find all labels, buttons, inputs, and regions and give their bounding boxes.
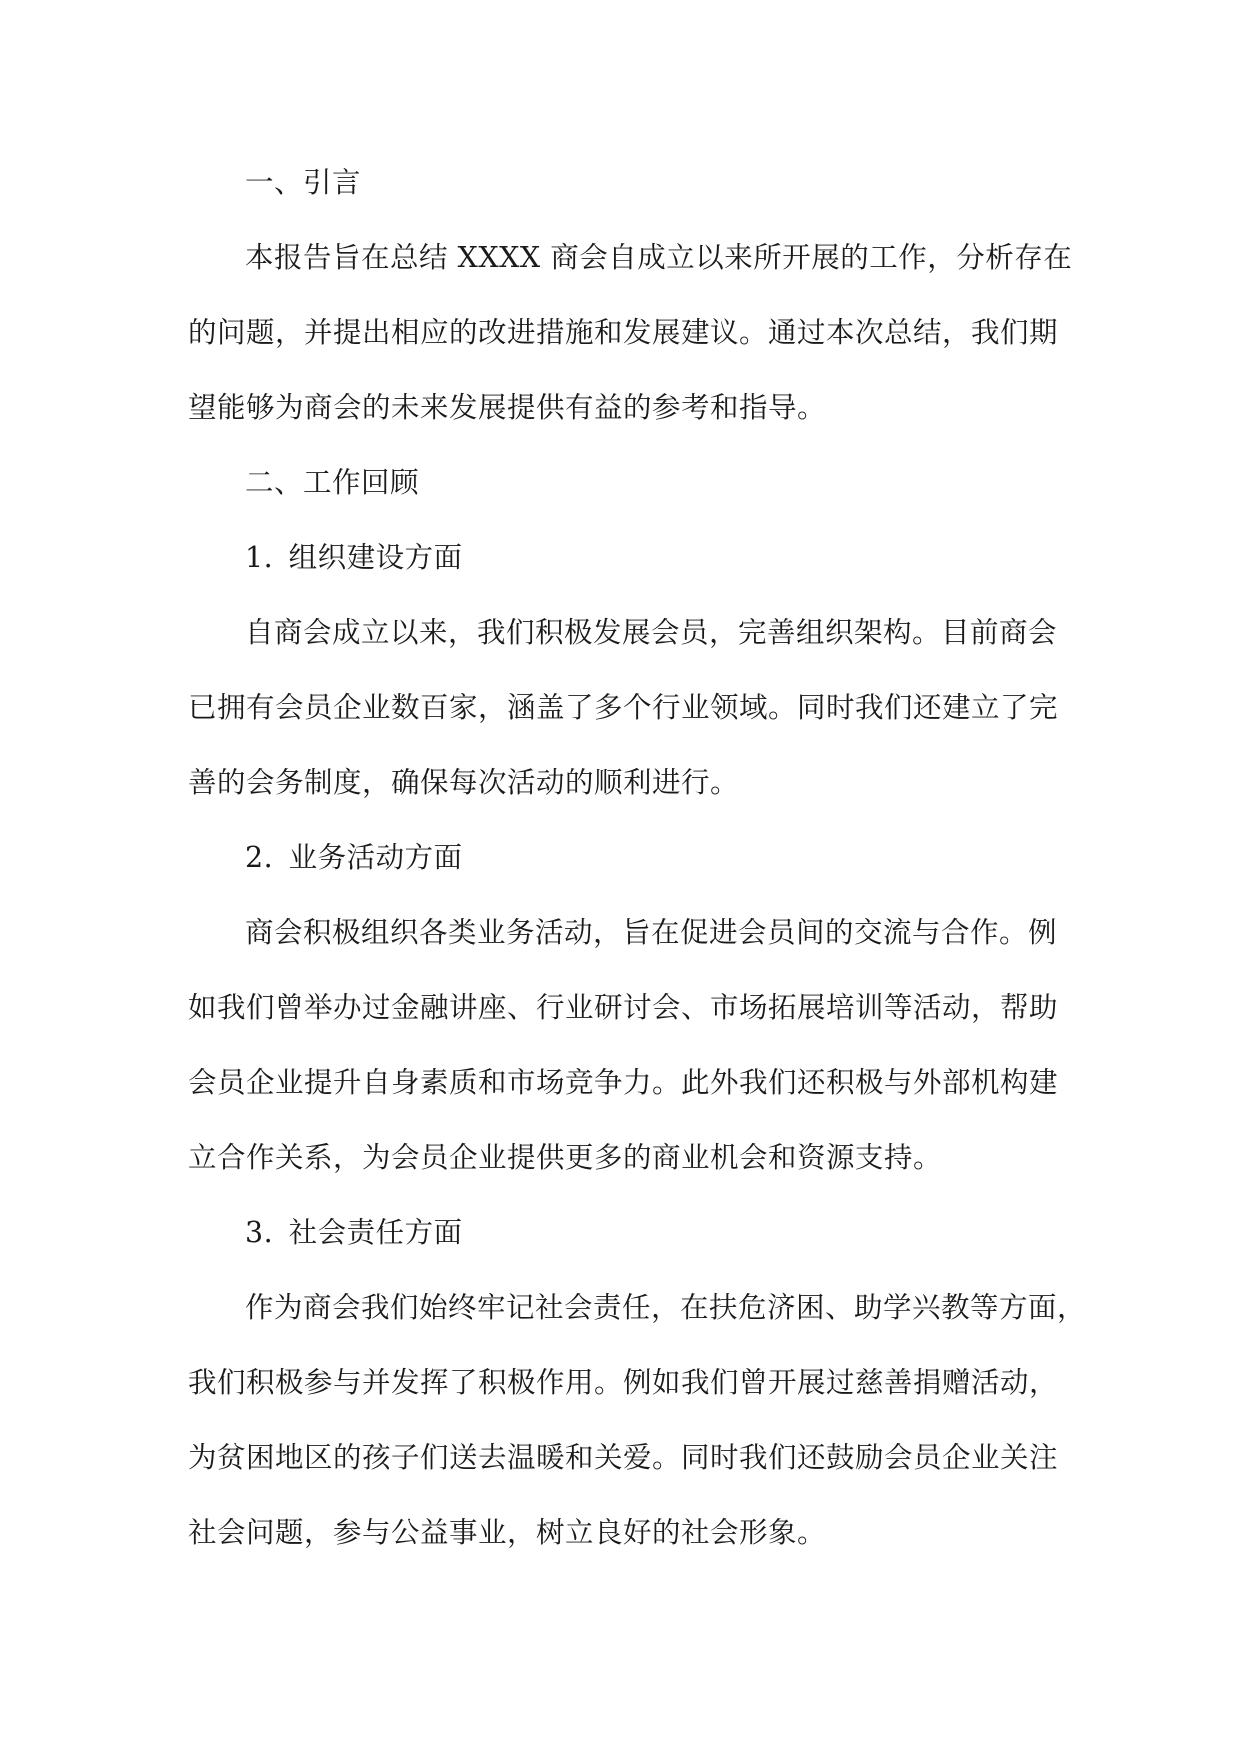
paragraph-line: 本报告旨在总结 XXXX 商会自成立以来所开展的工作，分析存在	[245, 241, 1073, 274]
paragraph-line: 自商会成立以来，我们积极发展会员，完善组织架构。目前商会	[245, 616, 1058, 649]
paragraph-line: 会员企业提升自身素质和市场竞争力。此外我们还积极与外部机构建	[188, 1066, 1059, 1099]
paragraph-line: 善的会务制度，确保每次活动的顺利进行。	[188, 766, 740, 799]
paragraph-line: 如我们曾举办过金融讲座、行业研讨会、市场拓展培训等活动，帮助	[188, 991, 1059, 1024]
subsection-number: 3.	[245, 1216, 274, 1249]
paragraph-line: 为贫困地区的孩子们送去温暖和关爱。同时我们还鼓励会员企业关注	[188, 1441, 1059, 1474]
section-heading-intro: 一、引言	[245, 166, 362, 199]
document-body	[188, 145, 1087, 1570]
paragraph-line: 立合作关系，为会员企业提供更多的商业机会和资源支持。	[188, 1141, 943, 1174]
subsection-heading-organization	[188, 520, 1054, 595]
paragraph-line: 商会积极组织各类业务活动，旨在促进会员间的交流与合作。例	[245, 916, 1058, 949]
paragraph-line: 社会问题，参与公益事业，树立良好的社会形象。	[188, 1516, 827, 1549]
paragraph-line: 的问题，并提出相应的改进措施和发展建议。通过本次总结，我们期	[188, 316, 1059, 349]
section-heading-review: 二、工作回顾	[245, 466, 420, 499]
subsection-title: 组织建设方面	[288, 541, 463, 574]
subsection-number: 1.	[245, 541, 274, 574]
paragraph-line: 我们积极参与并发挥了积极作用。例如我们曾开展过慈善捐赠活动，	[188, 1366, 1059, 1399]
paragraph-line: 已拥有会员企业数百家，涵盖了多个行业领域。同时我们还建立了完	[188, 691, 1059, 724]
subsection-heading-business	[188, 820, 1054, 895]
subsection-title: 社会责任方面	[288, 1216, 463, 1249]
paragraph-line: 作为商会我们始终牢记社会责任，在扶危济困、助学兴教等方面，	[245, 1291, 1087, 1324]
paragraph-line: 望能够为商会的未来发展提供有益的参考和指导。	[188, 391, 827, 424]
subsection-title: 业务活动方面	[288, 841, 463, 874]
subsection-number: 2.	[245, 841, 274, 874]
subsection-heading-social	[188, 1195, 1054, 1270]
